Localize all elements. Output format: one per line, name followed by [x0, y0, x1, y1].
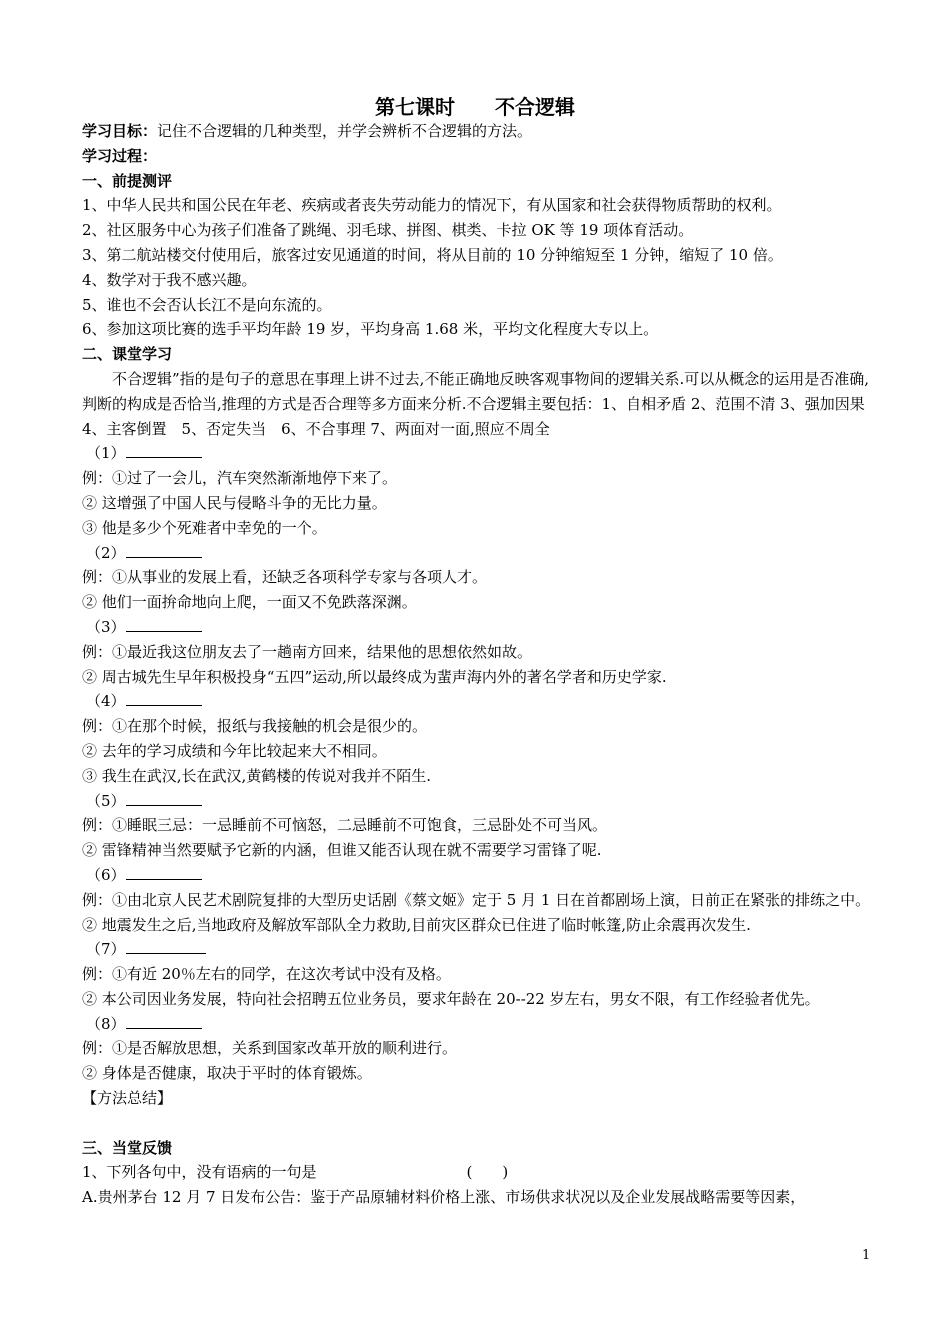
pretest-item: 5、谁也不会否认长江不是向东流的。: [82, 295, 332, 314]
example-line: ② 周古城先生早年积极投身“五四”运动,所以最终成为蜚声海内外的著名学者和历史学家.: [82, 667, 667, 686]
fill-blank[interactable]: [126, 865, 202, 880]
pretest-item: 1、中华人民共和国公民在年老、疾病或者丧失劳动能力的情况下，有从国家和社会获得物质帮助的权利。: [82, 196, 782, 215]
type-blank-1: （1）: [82, 441, 874, 466]
process-label: 学习过程：: [82, 146, 158, 165]
fill-blank[interactable]: [126, 543, 202, 558]
method-summary: 【方法总结】: [82, 1089, 173, 1108]
page-title: [0, 91, 950, 120]
type-blank-4: （4）: [82, 689, 874, 714]
example-line: 例：①睡眠三忌：一忌睡前不可恼怒，二忌睡前不可饱食，三忌卧处不可当风。: [82, 816, 608, 835]
fill-blank[interactable]: [126, 443, 202, 458]
fill-blank[interactable]: [126, 1014, 202, 1029]
fill-blank[interactable]: [126, 791, 202, 806]
example-line: ② 雷锋精神当然要赋予它新的内涵，但谁又能否认现在就不需要学习雷锋了呢.: [82, 841, 602, 860]
example-line: ② 身体是否健康，取决于平时的体育锻炼。: [82, 1064, 372, 1083]
title-lesson: 第七课时: [375, 95, 455, 119]
pretest-item: 2、社区服务中心为孩子们准备了跳绳、羽毛球、拼图、棋类、卡拉 OK 等 19 项体育活动。: [82, 221, 694, 240]
example-line: ② 这增强了中国人民与侵略斗争的无比力量。: [82, 493, 387, 512]
example-line: ③ 我生在武汉,长在武汉,黄鹤楼的传说对我并不陌生.: [82, 766, 432, 785]
goal-text: 记住不合逻辑的几种类型，并学会辨析不合逻辑的方法。: [157, 122, 533, 140]
example-line: 例：①在那个时候，报纸与我接触的机会是很少的。: [82, 717, 428, 736]
document-body: [82, 119, 874, 1210]
pretest-item: 6、参加这项比赛的选手平均年龄 19 岁，平均身高 1.68 米，平均文化程度大专以上。: [82, 320, 659, 339]
type-blank-7: （7）: [82, 937, 874, 962]
type-blank-3: （3）: [82, 615, 874, 640]
example-line: ③ 他是多少个死难者中幸免的一个。: [82, 518, 327, 537]
example-line: 例：①由北京人民艺术剧院复排的大型历史话剧《蔡文姬》定于 5 月 1 日在首都剧场上演，日前正在紧张的排练之中。: [82, 890, 871, 909]
learning-goal: [82, 119, 874, 144]
question-1: 1、下列各句中，没有语病的一句是 ( ): [82, 1160, 874, 1185]
title-topic: 不合逻辑: [495, 95, 575, 119]
section3-heading: 三、当堂反馈: [82, 1138, 173, 1157]
fill-blank[interactable]: [126, 617, 202, 632]
fill-blank[interactable]: [126, 691, 202, 706]
example-line: 例：①最近我这位朋友去了一趟南方回来，结果他的思想依然如故。: [82, 642, 533, 661]
example-line: 例：①过了一会儿，汽车突然渐渐地停下来了。: [82, 469, 398, 488]
example-line: 例：①从事业的发展上看，还缺乏各项科学专家与各项人才。: [82, 568, 488, 587]
example-line: 例：①有近 20％左右的同学，在这次考试中没有及格。: [82, 965, 451, 984]
section2-intro: 不合逻辑”指的是句子的意思在事理上讲不过去,不能正确地反映客观事物间的逻辑关系.可以从概念的运用是否准确,判断的构成是否恰当,推理的方式是否合理等多方面来分析.不合逻辑主要包括：1、自相矛盾 2、范围不清 3、强加因果 4、主客倒置 5、否定失当 6、不合事理 7、两面对一面,照应不周全: [82, 369, 869, 438]
type-blank-8: （8）: [82, 1012, 874, 1037]
section2-heading: 二、课堂学习: [82, 345, 173, 364]
type-blank-5: （5）: [82, 789, 874, 814]
goal-label: 学习目标：: [82, 122, 158, 140]
option-a: A.贵州茅台 12 月 7 日发布公告：鉴于产品原辅材料价格上涨、市场供求状况以及企业发展战略需要等因素，: [82, 1188, 806, 1207]
page-number: 1: [862, 1248, 871, 1263]
example-line: ② 去年的学习成绩和今年比较起来大不相同。: [82, 741, 387, 760]
pretest-item: 3、第二航站楼交付使用后，旅客过安见通道的时间，将从目前的 10 分钟缩短至 1 分钟，缩短了 10 倍。: [82, 245, 783, 264]
pretest-item: 4、数学对于我不感兴趣。: [82, 270, 257, 289]
example-line: ② 他们一面拚命地向上爬，一面又不免跌落深渊。: [82, 593, 417, 612]
type-blank-6: （6）: [82, 863, 874, 888]
example-line: 例：①是否解放思想，关系到国家改革开放的顺利进行。: [82, 1039, 458, 1058]
blank-line: [82, 1111, 874, 1136]
section1-heading: 一、前提测评: [82, 171, 173, 190]
example-line: ② 本公司因业务发展，特向社会招聘五位业务员，要求年龄在 20--22 岁左右，男女不限，有工作经验者优先。: [82, 989, 820, 1008]
answer-bracket[interactable]: ( ): [466, 1163, 509, 1182]
type-blank-2: （2）: [82, 541, 874, 566]
example-line: ② 地震发生之后,当地政府及解放军部队全力救助,目前灾区群众已住进了临时帐篷,防止余震再次发生.: [82, 915, 751, 934]
fill-blank[interactable]: [126, 939, 206, 954]
